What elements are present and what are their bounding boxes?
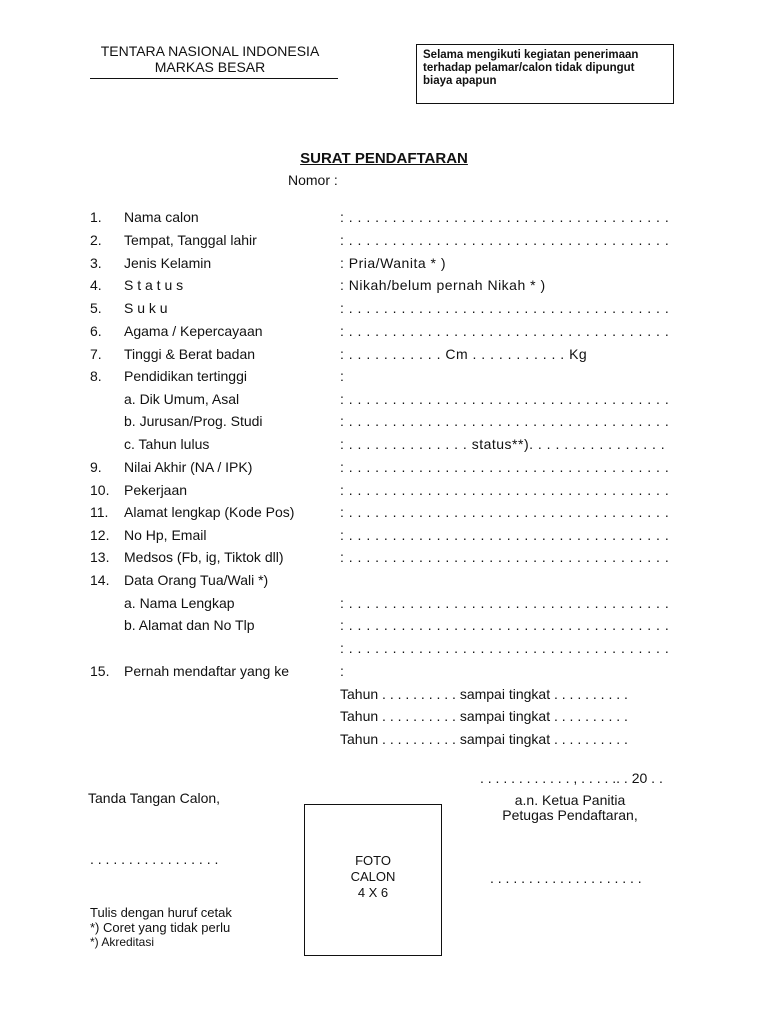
- field-number: 11.: [90, 504, 109, 520]
- field-value[interactable]: : . . . . . . . . . . . . . . . . . . . . . . . . . . . . . . . . . . . . .: [340, 232, 670, 248]
- field-number: 4.: [90, 277, 102, 293]
- form-row: [0, 436, 768, 458]
- field-value[interactable]: : . . . . . . . . . . . . . . . . . . . . . . . . . . . . . . . . . . . . .: [340, 391, 670, 407]
- field-value[interactable]: : . . . . . . . . . . . . . . . . . . . . . . . . . . . . . . . . . . . . .: [340, 549, 670, 565]
- form-row: [0, 277, 768, 299]
- header-rule: [90, 78, 338, 79]
- form-row: [0, 482, 768, 504]
- candidate-signature-label: Tanda Tangan Calon,: [88, 790, 221, 806]
- field-sublabel: a. Nama Lengkap: [124, 595, 235, 611]
- document-title: SURAT PENDAFTARAN: [300, 150, 468, 167]
- form-row: [0, 527, 768, 549]
- field-value[interactable]: : . . . . . . . . . . . . . . . . . . . . . . . . . . . . . . . . . . . . .: [340, 595, 670, 611]
- form-row: [0, 323, 768, 345]
- field-number: 13.: [90, 549, 110, 565]
- org-unit: MARKAS BESAR: [154, 59, 266, 75]
- form-row: [0, 413, 768, 435]
- field-label: Medsos (Fb, ig, Tiktok dll): [124, 549, 284, 565]
- form-row: [0, 255, 768, 277]
- field-number: 5.: [90, 300, 102, 316]
- form-row: [0, 232, 768, 254]
- field-value: :: [340, 663, 345, 679]
- field-value[interactable]: : . . . . . . . . . . . . . . . . . . . . . . . . . . . . . . . . . . . . .: [340, 527, 670, 543]
- candidate-signature-line[interactable]: . . . . . . . . . . . . . . . . .: [90, 851, 219, 867]
- field-number: 9.: [90, 459, 102, 475]
- field-sublabel: b. Jurusan/Prog. Studi: [124, 413, 263, 429]
- form-row: [0, 459, 768, 481]
- org-name: TENTARA NASIONAL INDONESIA: [100, 43, 320, 59]
- form-row: [0, 549, 768, 571]
- photo-label: FOTO: [355, 853, 391, 868]
- field-number: 14.: [90, 572, 110, 588]
- field-value[interactable]: : . . . . . . . . . . . . . . . . . . . . . . . . . . . . . . . . . . . . .: [340, 482, 670, 498]
- field-label: Tempat, Tanggal lahir: [124, 232, 257, 248]
- photo-box: [304, 804, 442, 956]
- registration-year-row[interactable]: Tahun . . . . . . . . . . sampai tingkat . . . . . . . . . .: [340, 731, 628, 747]
- form-row: [0, 640, 768, 662]
- photo-label: CALON: [350, 869, 396, 884]
- note-line: *) Coret yang tidak perlu: [90, 920, 231, 935]
- form-row: [0, 572, 768, 594]
- notice-line: biaya apapun: [423, 75, 497, 87]
- form-row: [0, 617, 768, 639]
- field-value[interactable]: : . . . . . . . . . . . . . . . . . . . . . . . . . . . . . . . . . . . . .: [340, 300, 670, 316]
- field-number: 10.: [90, 482, 110, 498]
- field-number: 7.: [90, 346, 102, 362]
- field-value[interactable]: : . . . . . . . . . . . Cm . . . . . . . . . . . Kg: [340, 346, 588, 362]
- field-number: 8.: [90, 368, 102, 384]
- field-value[interactable]: : Nikah/belum pernah Nikah * ): [340, 277, 546, 293]
- form-row: [0, 346, 768, 368]
- field-number: 1.: [90, 209, 102, 225]
- field-value: :: [340, 368, 345, 384]
- form-row: [0, 209, 768, 231]
- field-value[interactable]: : . . . . . . . . . . . . . . . . . . . . . . . . . . . . . . . . . . . . .: [340, 504, 670, 520]
- field-number: 12.: [90, 527, 110, 543]
- committee-label: a.n. Ketua Panitia: [514, 792, 626, 808]
- form-row: [0, 391, 768, 413]
- field-number: 2.: [90, 232, 102, 248]
- field-number: 3.: [90, 255, 102, 271]
- field-value[interactable]: : . . . . . . . . . . . . . . . . . . . . . . . . . . . . . . . . . . . . .: [340, 459, 670, 475]
- field-value[interactable]: : . . . . . . . . . . . . . . status**). . . . . . . . . . . . . . . .: [340, 436, 666, 452]
- note-line: Tulis dengan huruf cetak: [90, 905, 232, 920]
- registration-year-row[interactable]: Tahun . . . . . . . . . . sampai tingkat . . . . . . . . . .: [340, 686, 628, 702]
- field-sublabel: b. Alamat dan No Tlp: [124, 617, 255, 633]
- notice-line: terhadap pelamar/calon tidak dipungut: [423, 62, 635, 74]
- field-label: Nama calon: [124, 209, 199, 225]
- form-row: [0, 368, 768, 390]
- field-sublabel: c. Tahun lulus: [124, 436, 210, 452]
- form-row: [0, 300, 768, 322]
- officer-label: Petugas Pendaftaran,: [502, 807, 638, 823]
- note-line: *) Akreditasi: [90, 935, 155, 949]
- field-label: Data Orang Tua/Wali *): [124, 572, 269, 588]
- field-label: Pernah mendaftar yang ke: [124, 663, 289, 679]
- form-row: [0, 595, 768, 617]
- field-number: 6.: [90, 323, 102, 339]
- field-label: Alamat lengkap (Kode Pos): [124, 504, 295, 520]
- notice-box: [416, 44, 674, 104]
- field-label: S u k u: [124, 300, 168, 316]
- field-label: Pekerjaan: [124, 482, 188, 498]
- notice-line: Selama mengikuti kegiatan penerimaan: [423, 49, 639, 61]
- field-number: 15.: [90, 663, 110, 679]
- field-value[interactable]: : . . . . . . . . . . . . . . . . . . . . . . . . . . . . . . . . . . . . .: [340, 413, 670, 429]
- field-value[interactable]: : . . . . . . . . . . . . . . . . . . . . . . . . . . . . . . . . . . . . .: [340, 617, 670, 633]
- field-label: Nilai Akhir (NA / IPK): [124, 459, 253, 475]
- photo-size-label: 4 X 6: [357, 885, 389, 900]
- field-label: Pendidikan tertinggi: [124, 368, 247, 384]
- registration-year-row[interactable]: Tahun . . . . . . . . . . sampai tingkat . . . . . . . . . .: [340, 708, 628, 724]
- field-label: Jenis Kelamin: [124, 255, 212, 271]
- field-value[interactable]: : Pria/Wanita * ): [340, 255, 447, 271]
- field-label: Agama / Kepercayaan: [124, 323, 263, 339]
- form-row: [0, 663, 768, 685]
- form-row: [0, 504, 768, 526]
- field-sublabel: a. Dik Umum, Asal: [124, 391, 240, 407]
- date-place-line[interactable]: . . . . . . . . . . . . , . . . . .. . 20 . .: [480, 770, 663, 786]
- field-label: Tinggi & Berat badan: [124, 346, 256, 362]
- field-value[interactable]: : . . . . . . . . . . . . . . . . . . . . . . . . . . . . . . . . . . . . .: [340, 640, 670, 656]
- field-label: No Hp, Email: [124, 527, 207, 543]
- document-number: Nomor :: [288, 172, 338, 188]
- field-value[interactable]: : . . . . . . . . . . . . . . . . . . . . . . . . . . . . . . . . . . . . .: [340, 323, 670, 339]
- field-value[interactable]: : . . . . . . . . . . . . . . . . . . . . . . . . . . . . . . . . . . . . .: [340, 209, 670, 225]
- field-label: S t a t u s: [124, 277, 184, 293]
- officer-signature-line[interactable]: . . . . . . . . . . . . . . . . . . . .: [490, 870, 642, 886]
